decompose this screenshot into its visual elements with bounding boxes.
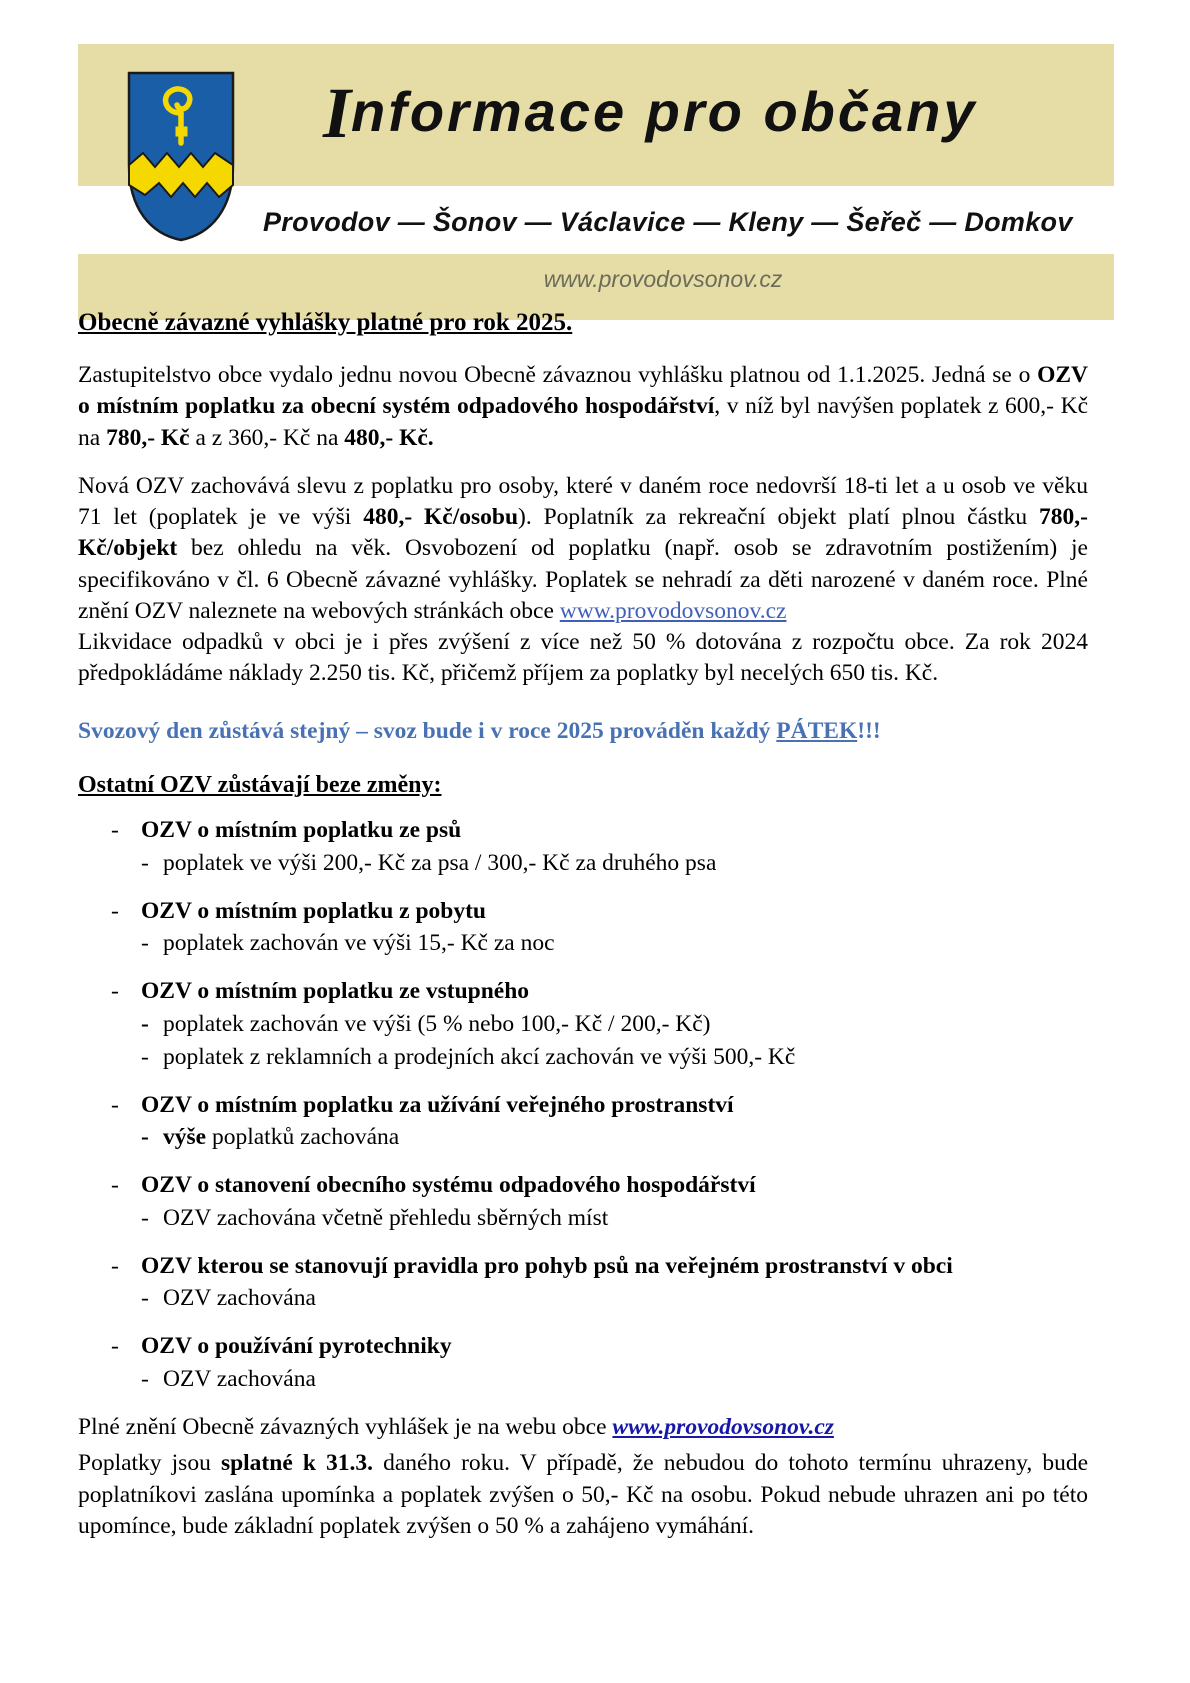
ozv-item-title-row	[78, 1251, 1088, 1282]
ozv-item-title: OZV o stanovení obecního systému odpadového hospodářství	[141, 1172, 756, 1199]
ozv-item-detail-row	[78, 848, 1088, 879]
p2-bold-1: 480,- Kč/osobu	[363, 504, 519, 530]
sub-bullet-dash-icon: -	[141, 1043, 149, 1070]
notice-text-1: Svozový den zůstává stejný – svoz bude i v roce 2025 prováděn každý	[78, 717, 777, 744]
p1-bold-2: 780,- Kč	[106, 424, 190, 451]
page-header-banner	[78, 44, 1114, 292]
ozv-item-detail-row	[78, 1283, 1088, 1314]
p2-text-1: Nová OZV zachovává slevu z poplatku pro osoby, které v daném roce nedovrší 18-ti let a u osob ve věku 71 let (poplatek je ve výši	[78, 472, 1088, 530]
page-title: Obecně závazné vyhlášky platné pro rok 2025.	[78, 309, 573, 336]
ozv-item-detail: poplatek ve výši 200,- Kč za psa / 300,- Kč za druhého psa	[163, 849, 717, 876]
p2-text-2: ). Poplatník za rekreační objekt platí plnou částku	[518, 504, 1040, 530]
p4-text-1: Plné znění Obecně závazných vyhlášek je na webu obce	[78, 1414, 613, 1440]
bullet-dash-icon: -	[111, 1333, 119, 1360]
ozv-item-title-row	[78, 815, 1088, 846]
list-item	[78, 1170, 1088, 1234]
ozv-item-detail: poplatek zachován ve výši (5 % nebo 100,- Kč / 200,- Kč)	[163, 1010, 711, 1037]
ozv-detail-rest: poplatků zachována	[206, 1124, 400, 1151]
bullet-dash-icon: -	[111, 897, 119, 924]
ozv-item-detail: poplatek z reklamních a prodejních akcí zachován ve výši 500,- Kč	[163, 1043, 796, 1070]
sub-bullet-dash-icon: -	[141, 1365, 149, 1392]
sub-bullet-dash-icon: -	[141, 1010, 149, 1037]
ozv-item-title-row	[78, 896, 1088, 927]
ozv-item-detail-row	[78, 1203, 1088, 1234]
ozv-item-title: OZV kterou se stanovují pravidla pro pohyb psů na veřejném prostranství v obci	[141, 1252, 953, 1279]
ozv-item-detail: OZV zachována	[163, 1285, 316, 1312]
document-body	[78, 308, 1088, 1547]
website-link-inline[interactable]: www.provodovsonov.cz	[559, 597, 787, 624]
p1-bold-1: OZV o místním poplatku za obecní systém odpadového hospodářství	[78, 362, 1088, 420]
ozv-item-title-row	[78, 1170, 1088, 1201]
banner-title-rest: nformace pro občany	[351, 80, 978, 143]
ozv-item-title: OZV o místním poplatku ze psů	[141, 817, 462, 844]
ozv-item-title-row	[78, 1090, 1088, 1121]
paragraph-waste-costs: Likvidace odpadků v obci je i přes zvýšení z více než 50 % dotována z rozpočtu obce. Za rok 2024 předpokládáme náklady 2.250 tis. Kč, přičemž příjem za poplatky byl necelých 650 tis. Kč.	[78, 629, 1088, 687]
ozv-item-detail-row	[78, 928, 1088, 959]
sub-bullet-dash-icon: -	[141, 1124, 149, 1151]
sub-bullet-dash-icon: -	[141, 1285, 149, 1312]
list-item	[78, 1331, 1088, 1395]
website-link-bold[interactable]: www.provodovsonov.cz	[612, 1414, 834, 1440]
ozv-item-detail-row	[78, 1122, 1088, 1153]
ozv-item-detail-row	[78, 1042, 1088, 1073]
sub-bullet-dash-icon: -	[141, 1204, 149, 1231]
coat-of-arms-icon	[125, 69, 237, 244]
notice-text-2: !!!	[857, 717, 881, 744]
p1-text-2: , v níž byl navýšen poplatek z 600,- Kč na	[78, 393, 1088, 451]
ozv-item-detail-row	[78, 1364, 1088, 1395]
ozv-item-detail-row	[78, 1009, 1088, 1040]
p5-text-2: daného roku. V případě, že nebudou do tohoto termínu uhrazeny, bude poplatníkovi zaslána upomínka a poplatek zvýšen o 50,- Kč na osobu. Pokud nebude uhrazen ani po této upomínce, bude základní poplatek zvýšen o 50 % a zahájeno vymáhání.	[78, 1450, 1088, 1539]
ozv-item-detail: poplatek zachován ve výši 15,- Kč za noc	[163, 930, 555, 957]
ozv-list	[78, 815, 1088, 1395]
banner-villages-list: Provodov — Šonov — Václavice — Kleny — Šeřeč — Domkov	[263, 207, 1073, 237]
p2-bold-2: 780,- Kč/objekt	[78, 504, 1088, 562]
list-item	[78, 896, 1088, 960]
banner-title	[323, 66, 1023, 153]
ozv-item-title-row	[78, 1331, 1088, 1362]
ozv-item-title-row	[78, 976, 1088, 1007]
ozv-item-title: OZV o místním poplatku za užívání veřejného prostranství	[141, 1091, 734, 1118]
ozv-item-title: OZV o místním poplatku ze vstupného	[141, 978, 530, 1005]
ozv-item-detail: OZV zachována včetně přehledu sběrných míst	[163, 1204, 609, 1231]
collection-day-notice	[78, 716, 1088, 747]
ozv-item-detail	[163, 1122, 399, 1153]
p1-text-3: a z 360,- Kč na	[189, 424, 345, 451]
list-item	[78, 1251, 1088, 1315]
paragraph-discounts	[78, 471, 1088, 627]
bullet-dash-icon: -	[111, 1252, 119, 1279]
p5-bold-1: splatné k 31.3.	[220, 1450, 374, 1477]
paragraph-new-ozv	[78, 360, 1088, 454]
list-item	[78, 1090, 1088, 1154]
p2-text-3: bez ohledu na věk. Osvobození od poplatku (např. osob se zdravotním postižením) je specifikováno v čl. 6 Obecně závazné vyhlášky. Poplatek se nehradí za děti narozené v daném roce. Plné znění OZV naleznete na webových stránkách obce	[78, 535, 1088, 624]
bullet-dash-icon: -	[111, 817, 119, 844]
banner-title-initial: I	[323, 73, 352, 153]
paragraph-payment-terms	[78, 1448, 1088, 1542]
sub-bullet-dash-icon: -	[141, 849, 149, 876]
bullet-dash-icon: -	[111, 978, 119, 1005]
paragraph-full-text-link	[78, 1412, 1088, 1443]
notice-day-underlined: PÁTEK	[776, 717, 858, 744]
banner-website-url: www.provodovsonov.cz	[543, 266, 783, 292]
list-item	[78, 976, 1088, 1073]
p1-text-1: Zastupitelstvo obce vydalo jednu novou Obecně závaznou vyhlášku platnou od 1.1.2025. Jedná se o	[78, 362, 1038, 388]
p5-text-1: Poplatky jsou	[78, 1450, 221, 1477]
bullet-dash-icon: -	[111, 1091, 119, 1118]
section-subtitle: Ostatní OZV zůstávají beze změny:	[78, 772, 442, 799]
ozv-item-title: OZV o používání pyrotechniky	[141, 1333, 452, 1360]
ozv-item-title: OZV o místním poplatku z pobytu	[141, 897, 486, 924]
ozv-detail-bold-lead: výše	[163, 1124, 207, 1151]
sub-bullet-dash-icon: -	[141, 930, 149, 957]
ozv-item-detail: OZV zachována	[163, 1365, 316, 1392]
list-item	[78, 815, 1088, 879]
bullet-dash-icon: -	[111, 1172, 119, 1199]
p1-bold-3: 480,- Kč.	[344, 424, 434, 451]
